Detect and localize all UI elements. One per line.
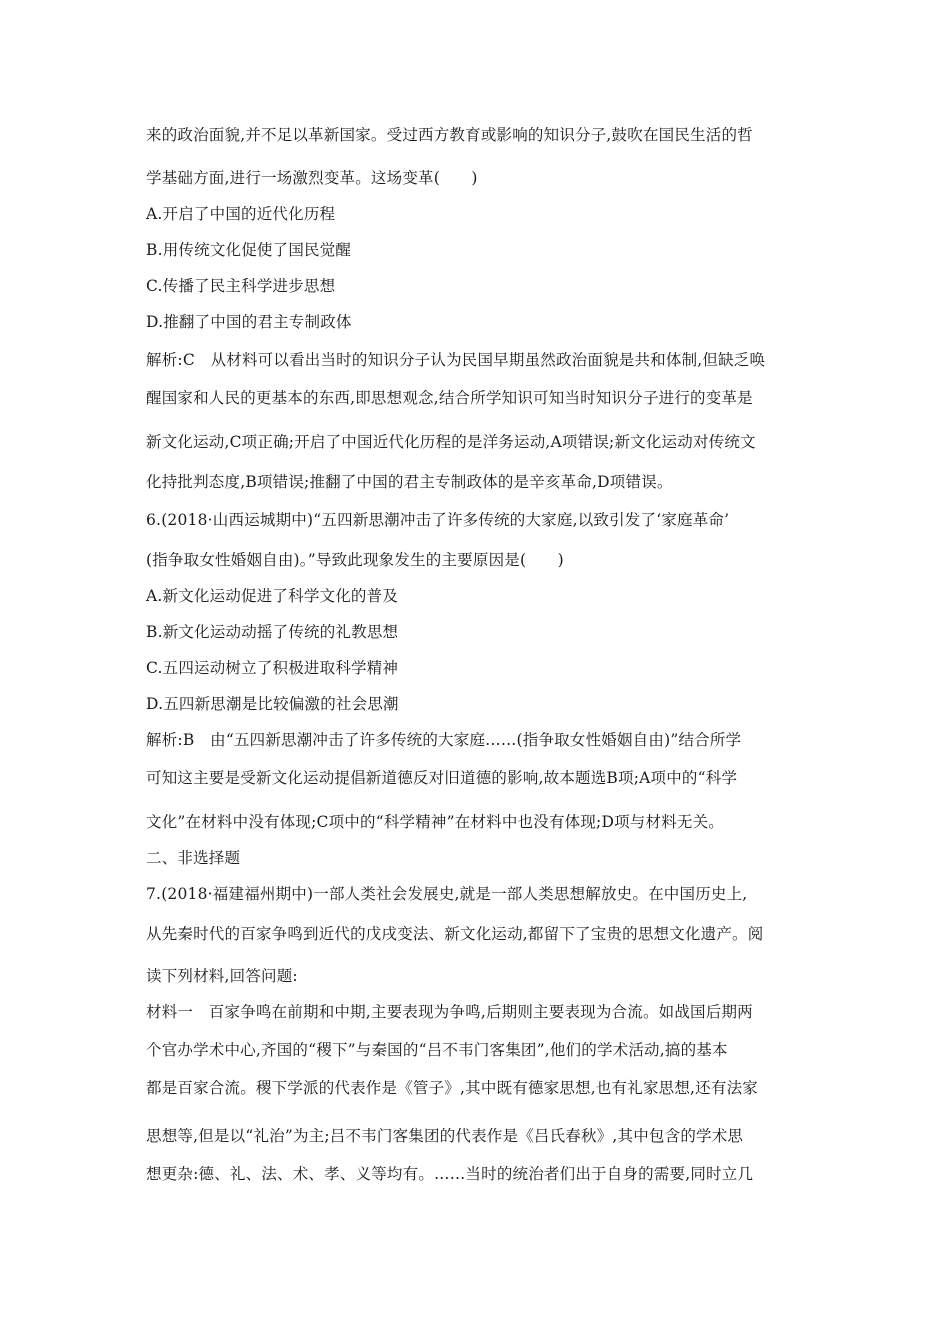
question-6-line: (指争取女性婚姻自由)。”导致此现象发生的主要原因是( ) bbox=[146, 551, 564, 569]
analysis-line: 可知这主要是受新文化运动提倡新道德反对旧道德的影响,故本题选B项;A项中的“科学 bbox=[146, 769, 738, 787]
option-a: A.新文化运动促进了科学文化的普及 bbox=[146, 587, 399, 605]
material-line: 都是百家合流。稷下学派的代表作是《管子》,其中既有德家思想,也有礼家思想,还有法家 bbox=[146, 1079, 758, 1097]
option-d: D.推翻了中国的君主专制政体 bbox=[146, 313, 352, 331]
analysis-line: 醒国家和人民的更基本的东西,即思想观念,结合所学知识可知当时知识分子进行的变革是 bbox=[146, 389, 753, 407]
option-c: C.传播了民主科学进步思想 bbox=[146, 277, 336, 295]
material-line: 思想等,但是以“礼治”为主;吕不韦门客集团的代表作是《吕氏春秋》,其中包含的学术思 bbox=[146, 1127, 744, 1145]
option-b: B.新文化运动动摇了传统的礼教思想 bbox=[146, 623, 399, 641]
option-a: A.开启了中国的近代化历程 bbox=[146, 205, 336, 223]
material-line: 材料一 百家争鸣在前期和中期,主要表现为争鸣,后期则主要表现为合流。如战国后期两 bbox=[146, 1003, 753, 1021]
option-c: C.五四运动树立了积极进取科学精神 bbox=[146, 659, 399, 677]
question-7-line: 7.(2018·福建福州期中)一部人类社会发展史,就是一部人类思想解放史。在中国历史上, bbox=[146, 885, 748, 903]
analysis-line: 化持批判态度,B项错误;推翻了中国的君主专制政体的是辛亥革命,D项错误。 bbox=[146, 473, 673, 491]
analysis-line: 解析:C 从材料可以看出当时的知识分子认为民国早期虽然政治面貌是共和体制,但缺乏唤 bbox=[146, 351, 766, 369]
option-b: B.用传统文化促使了国民觉醒 bbox=[146, 241, 352, 259]
section-heading: 二、非选择题 bbox=[146, 849, 241, 867]
text-line: 来的政治面貌,并不足以革新国家。受过西方教育或影响的知识分子,鼓吹在国民生活的哲 bbox=[146, 126, 753, 144]
question-7-line: 读下列材料,回答问题: bbox=[146, 967, 298, 985]
question-6-line: 6.(2018·山西运城期中)“五四新思潮冲击了许多传统的大家庭,以致引发了‘家庭革命’ bbox=[146, 511, 730, 529]
material-line: 想更杂:德、礼、法、术、孝、义等均有。……当时的统治者们出于自身的需要,同时立几 bbox=[146, 1165, 754, 1183]
analysis-line: 新文化运动,C项正确;开启了中国近代化历程的是洋务运动,A项错误;新文化运动对传统文 bbox=[146, 433, 756, 451]
material-line: 个官办学术中心,齐国的“稷下”与秦国的“吕不韦门客集团”,他们的学术活动,搞的基本 bbox=[146, 1041, 728, 1059]
analysis-line: 解析:B 由“五四新思潮冲击了许多传统的大家庭……(指争取女性婚姻自由)”结合所学 bbox=[146, 731, 742, 749]
question-7-line: 从先秦时代的百家争鸣到近代的戊戌变法、新文化运动,都留下了宝贵的思想文化遗产。阅 bbox=[146, 925, 764, 943]
analysis-line: 文化”在材料中没有体现;C项中的“科学精神”在材料中也没有体现;D项与材料无关。 bbox=[146, 813, 725, 831]
text-line: 学基础方面,进行一场激烈变革。这场变革( ) bbox=[146, 169, 478, 187]
option-d: D.五四新思潮是比较偏激的社会思潮 bbox=[146, 695, 399, 713]
